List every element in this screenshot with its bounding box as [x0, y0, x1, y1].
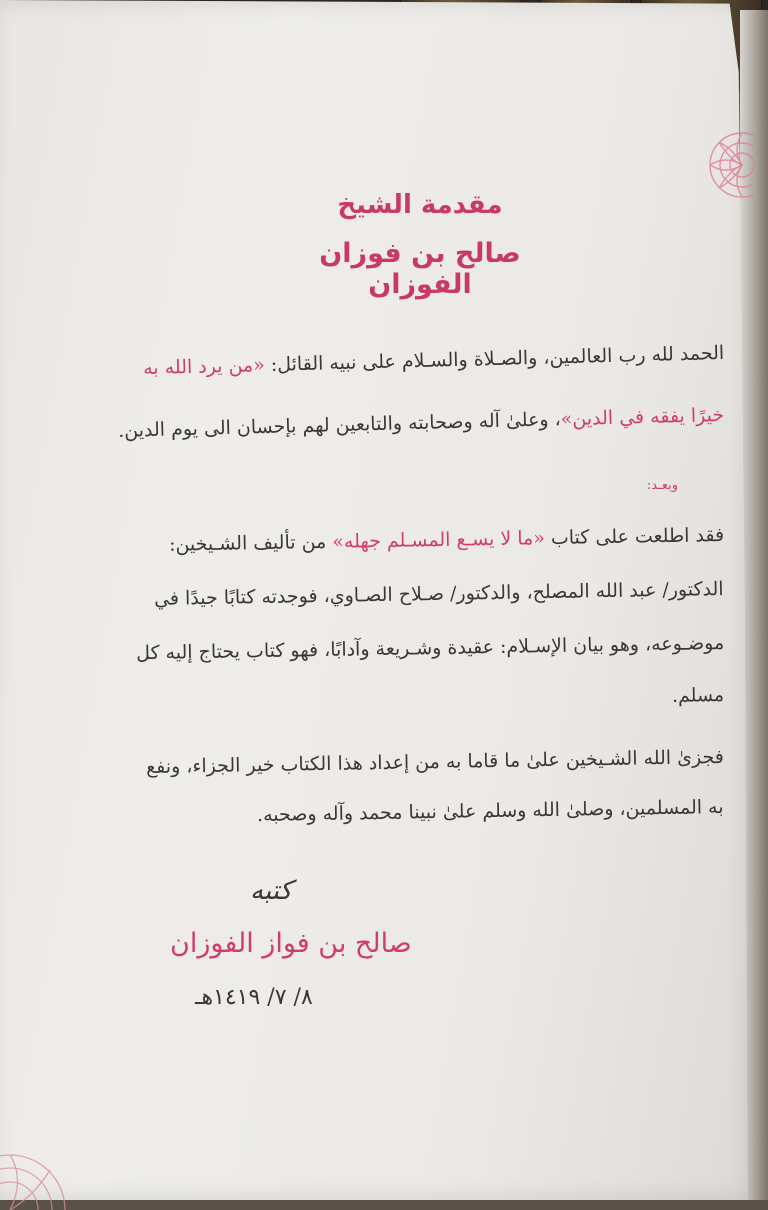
paragraph-1-line-2 — [118, 400, 725, 446]
paragraph-3-line-1: فجزىٰ الله الشـيخين علىٰ ما قاما به من إعداد هذا الكتاب خير الجزاء، ونفع — [146, 746, 725, 779]
paragraph-2-line-3: موضـوعه، وهو بيان الإسـلام: عقيدة وشـريعة وآدابًا، فهو كتاب يحتاج إليه كل — [135, 632, 725, 665]
text-run: الحمد لله رب العالمين، والصـلاة والسـلام على نبيه القائل: — [264, 342, 725, 377]
paragraph-2-line-1 — [169, 520, 725, 560]
paragraph-3-line-2: به المسلمين، وصلىٰ الله وسلم علىٰ نبينا محمد وآله وصحبه. — [257, 796, 725, 827]
signature-date: ٨/ ٧/ ١٤١٩هـ — [195, 985, 313, 1010]
book-title: «ما لا يسـع المسـلم جهله» — [331, 527, 545, 553]
paragraph-2-line-2: الدكتور/ عبد الله المصلح، والدكتور/ صـلاح الصـاوي، فوجدته كتابًا جيدًا في — [154, 578, 725, 610]
paragraph-2-line-4: مسلم. — [671, 684, 725, 707]
text-run: ، وعلىٰ آله وصحابته والتابعين لهم بإحسان الى يوم الدين. — [117, 408, 561, 442]
signature-name: صالح بن فواز الفوزان — [170, 928, 412, 959]
signature-label: كتبه — [250, 876, 293, 906]
text-run: من تأليف الشـيخين: — [168, 530, 333, 556]
page-title: مقدمة الشيخ — [337, 190, 503, 220]
section-subheading: وبعـد: — [646, 478, 678, 493]
page-subtitle: صالح بن فوزان الفوزان — [319, 238, 521, 300]
hadith-quote: خيرًا يفقه في الدين» — [560, 404, 725, 431]
text-run: فقد اطلعت على كتاب — [544, 524, 725, 550]
hadith-quote: «من يرد الله به — [142, 354, 265, 380]
paragraph-1-line-1 — [143, 338, 725, 383]
